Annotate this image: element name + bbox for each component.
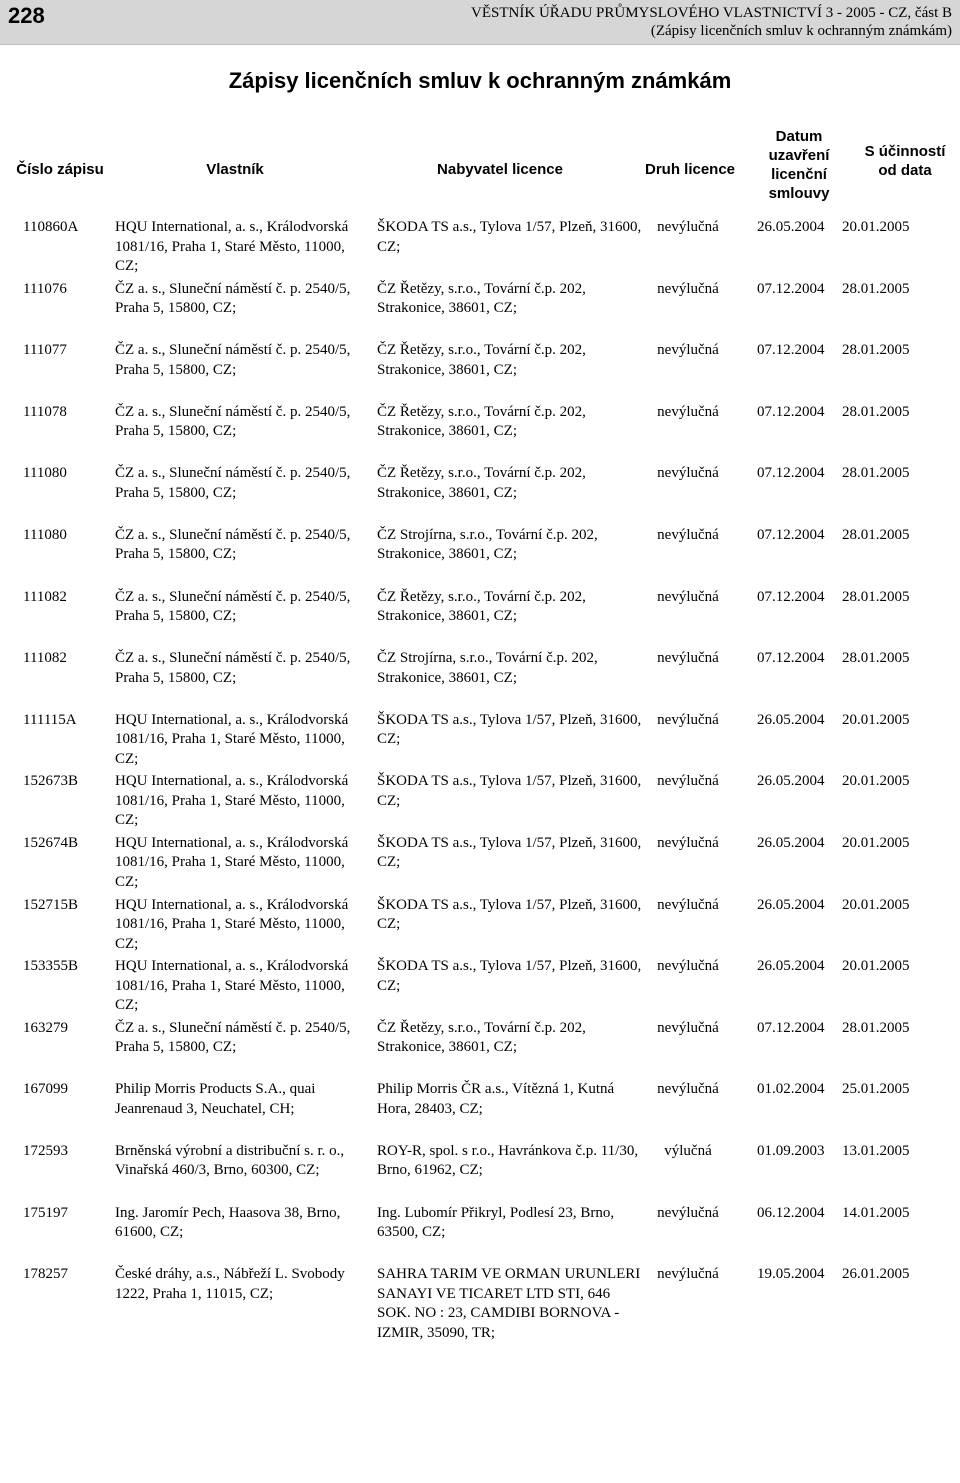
- license-type-cell: nevýlučná: [657, 711, 719, 728]
- owner-cell: ČZ a. s., Sluneční náměstí č. p. 2540/5, Praha 5, 15800, CZ;: [115, 588, 351, 625]
- contract-date-cell: 01.09.2003: [757, 1142, 825, 1159]
- licensee-cell: ČZ Řetězy, s.r.o., Tovární č.p. 202, Strakonice, 38601, CZ;: [377, 1019, 586, 1056]
- licensee-cell: ČZ Řetězy, s.r.o., Tovární č.p. 202, Strakonice, 38601, CZ;: [377, 403, 586, 440]
- licensee-cell: ŠKODA TS a.s., Tylova 1/57, Plzeň, 31600, CZ;: [377, 711, 642, 748]
- licensee-cell: SAHRA TARIM VE ORMAN URUNLERI SANAYI VE TICARET LTD STI, 646 SOK. NO : 23, CAMDIBI BORNOVA - IZMIR, 35090, TR;: [377, 1266, 641, 1341]
- column-header-licensee: Nabyvatel licence: [437, 161, 563, 178]
- license-type-cell: nevýlučná: [657, 1204, 719, 1221]
- licensee-cell: ČZ Strojírna, s.r.o., Tovární č.p. 202, Strakonice, 38601, CZ;: [377, 526, 598, 563]
- effective-date-cell: 28.01.2005: [842, 280, 910, 297]
- table-row: [0, 772, 960, 834]
- column-header-date: Datum uzavření licenční smlouvy: [768, 128, 830, 202]
- licensee-cell: ČZ Řetězy, s.r.o., Tovární č.p. 202, Strakonice, 38601, CZ;: [377, 342, 586, 378]
- entry-number: 111077: [23, 342, 67, 359]
- effective-date-cell: 13.01.2005: [842, 1142, 910, 1159]
- owner-cell: ČZ a. s., Sluneční náměstí č. p. 2540/5, Praha 5, 15800, CZ;: [115, 526, 351, 563]
- entry-number: 152715B: [23, 896, 79, 913]
- effective-date-cell: 20.01.2005: [842, 219, 910, 235]
- table-row: [0, 1142, 960, 1204]
- license-type-cell: nevýlučná: [657, 219, 719, 235]
- table-row: [0, 1019, 960, 1081]
- owner-cell: ČZ a. s., Sluneční náměstí č. p. 2540/5, Praha 5, 15800, CZ;: [115, 403, 351, 440]
- owner-cell: ČZ a. s., Sluneční náměstí č. p. 2540/5, Praha 5, 15800, CZ;: [115, 280, 351, 317]
- licensee-cell: Philip Morris ČR a.s., Vítězná 1, Kutná Hora, 28403, CZ;: [377, 1081, 615, 1117]
- entry-number: 152674B: [23, 834, 79, 851]
- contract-date-cell: 07.12.2004: [757, 342, 825, 359]
- effective-date-cell: 20.01.2005: [842, 773, 910, 790]
- contract-date-cell: 01.02.2004: [757, 1081, 825, 1098]
- entry-number: 111078: [23, 403, 67, 420]
- license-type-cell: nevýlučná: [657, 465, 719, 482]
- effective-date-cell: 25.01.2005: [842, 1081, 910, 1098]
- entry-number: 153355B: [23, 958, 79, 975]
- license-type-cell: nevýlučná: [657, 834, 719, 851]
- contract-date-cell: 07.12.2004: [757, 588, 825, 605]
- owner-cell: HQU International, a. s., Králodvorská 1081/16, Praha 1, Staré Město, 11000, CZ;: [115, 711, 349, 767]
- contract-date-cell: 26.05.2004: [757, 834, 825, 851]
- owner-cell: HQU International, a. s., Králodvorská 1081/16, Praha 1, Staré Město, 11000, CZ;: [115, 958, 349, 1014]
- owner-cell: Brněnská výrobní a distribuční s. r. o., Vinařská 460/3, Brno, 60300, CZ;: [115, 1142, 345, 1179]
- table-row: [0, 834, 960, 896]
- effective-date-cell: 20.01.2005: [842, 834, 910, 851]
- entry-number: 110860A: [23, 219, 79, 235]
- owner-cell: ČZ a. s., Sluneční náměstí č. p. 2540/5, Praha 5, 15800, CZ;: [115, 342, 351, 378]
- journal-header: [471, 4, 952, 40]
- contract-date-cell: 19.05.2004: [757, 1266, 825, 1283]
- entry-number: 172593: [23, 1142, 68, 1159]
- effective-date-cell: 28.01.2005: [842, 588, 910, 605]
- owner-cell: ČZ a. s., Sluneční náměstí č. p. 2540/5, Praha 5, 15800, CZ;: [115, 1019, 351, 1056]
- table-row: [0, 526, 960, 588]
- licensee-cell: ŠKODA TS a.s., Tylova 1/57, Plzeň, 31600, CZ;: [377, 958, 642, 994]
- column-header-number: Číslo zápisu: [16, 161, 104, 178]
- table-row: [0, 218, 960, 280]
- license-type-cell: nevýlučná: [657, 1266, 719, 1283]
- contract-date-cell: 07.12.2004: [757, 465, 825, 482]
- table-row: [0, 896, 960, 958]
- entry-number: 163279: [23, 1019, 68, 1036]
- licensee-cell: ROY-R, spol. s r.o., Havránkova č.p. 11/30, Brno, 61962, CZ;: [377, 1142, 639, 1179]
- entry-number: 111076: [23, 280, 67, 297]
- contract-date-cell: 07.12.2004: [757, 280, 825, 297]
- column-header-effective: S účinností od data: [864, 143, 946, 179]
- effective-date-cell: 28.01.2005: [842, 403, 910, 420]
- entry-number: 111082: [23, 588, 67, 605]
- effective-date-cell: 28.01.2005: [842, 526, 910, 543]
- license-type-cell: nevýlučná: [657, 958, 719, 975]
- table-row: [0, 588, 960, 650]
- effective-date-cell: 28.01.2005: [842, 1019, 910, 1036]
- effective-date-cell: 28.01.2005: [842, 650, 910, 667]
- effective-date-cell: 26.01.2005: [842, 1266, 910, 1283]
- license-type-cell: nevýlučná: [657, 588, 719, 605]
- table-row: [0, 957, 960, 1019]
- owner-cell: HQU International, a. s., Králodvorská 1081/16, Praha 1, Staré Město, 11000, CZ;: [115, 773, 349, 829]
- owner-cell: Philip Morris Products S.A., quai Jeanrenaud 3, Neuchatel, CH;: [115, 1081, 316, 1117]
- licensee-cell: ŠKODA TS a.s., Tylova 1/57, Plzeň, 31600, CZ;: [377, 896, 642, 933]
- table-row: [0, 711, 960, 773]
- contract-date-cell: 26.05.2004: [757, 773, 825, 790]
- license-type-cell: nevýlučná: [657, 1081, 719, 1098]
- contract-date-cell: 07.12.2004: [757, 526, 825, 543]
- entry-number: 167099: [23, 1081, 68, 1098]
- entry-number: 175197: [23, 1204, 68, 1221]
- owner-cell: HQU International, a. s., Králodvorská 1081/16, Praha 1, Staré Město, 11000, CZ;: [115, 219, 349, 274]
- entry-number: 152673B: [23, 773, 79, 790]
- license-type-cell: nevýlučná: [657, 1019, 719, 1036]
- effective-date-cell: 20.01.2005: [842, 958, 910, 975]
- contract-date-cell: 26.05.2004: [757, 896, 825, 913]
- effective-date-cell: 20.01.2005: [842, 896, 910, 913]
- licensee-cell: ŠKODA TS a.s., Tylova 1/57, Plzeň, 31600, CZ;: [377, 834, 642, 871]
- licensee-cell: Ing. Lubomír Přikryl, Podlesí 23, Brno, 63500, CZ;: [377, 1204, 615, 1240]
- table-row: [0, 341, 960, 403]
- contract-date-cell: 07.12.2004: [757, 650, 825, 667]
- table-row: [0, 280, 960, 342]
- license-table: [0, 218, 960, 1357]
- licensee-cell: ŠKODA TS a.s., Tylova 1/57, Plzeň, 31600, CZ;: [377, 219, 642, 255]
- license-type-cell: nevýlučná: [657, 342, 719, 359]
- effective-date-cell: 14.01.2005: [842, 1204, 910, 1221]
- table-row: [0, 464, 960, 526]
- entry-number: 111082: [23, 650, 67, 667]
- effective-date-cell: 28.01.2005: [842, 342, 910, 359]
- owner-cell: ČZ a. s., Sluneční náměstí č. p. 2540/5, Praha 5, 15800, CZ;: [115, 650, 351, 686]
- column-header-type: Druh licence: [644, 161, 736, 178]
- owner-cell: Ing. Jaromír Pech, Haasova 38, Brno, 61600, CZ;: [115, 1204, 341, 1240]
- contract-date-cell: 06.12.2004: [757, 1204, 825, 1221]
- owner-cell: HQU International, a. s., Králodvorská 1081/16, Praha 1, Staré Město, 11000, CZ;: [115, 896, 349, 952]
- license-type-cell: nevýlučná: [657, 526, 719, 543]
- license-type-cell: nevýlučná: [657, 280, 719, 297]
- licensee-cell: ČZ Řetězy, s.r.o., Tovární č.p. 202, Strakonice, 38601, CZ;: [377, 465, 586, 501]
- page-title: Zápisy licenčních smluv k ochranným známkám: [228, 68, 732, 93]
- table-row: [0, 1080, 960, 1142]
- entry-number: 111080: [23, 465, 67, 482]
- entry-number: 111115A: [23, 711, 77, 728]
- license-type-cell: nevýlučná: [657, 650, 719, 667]
- effective-date-cell: 20.01.2005: [842, 711, 910, 728]
- page-number: 228: [8, 3, 45, 28]
- owner-cell: ČZ a. s., Sluneční náměstí č. p. 2540/5, Praha 5, 15800, CZ;: [115, 465, 351, 501]
- contract-date-cell: 26.05.2004: [757, 958, 825, 975]
- table-row: [0, 1265, 960, 1357]
- licensee-cell: ČZ Řetězy, s.r.o., Tovární č.p. 202, Strakonice, 38601, CZ;: [377, 280, 586, 317]
- licensee-cell: ŠKODA TS a.s., Tylova 1/57, Plzeň, 31600, CZ;: [377, 773, 642, 809]
- licensee-cell: ČZ Řetězy, s.r.o., Tovární č.p. 202, Strakonice, 38601, CZ;: [377, 588, 586, 625]
- column-header-owner: Vlastník: [206, 161, 264, 178]
- owner-cell: České dráhy, a.s., Nábřeží L. Svobody 1222, Praha 1, 11015, CZ;: [115, 1266, 345, 1302]
- effective-date-cell: 28.01.2005: [842, 465, 910, 482]
- journal-section: (Zápisy licenčních smluv k ochranným známkám): [650, 23, 952, 39]
- contract-date-cell: 07.12.2004: [757, 1019, 825, 1036]
- license-type-cell: nevýlučná: [657, 403, 719, 420]
- contract-date-cell: 26.05.2004: [757, 219, 825, 235]
- page-header-bar: [0, 0, 960, 45]
- table-row: [0, 1204, 960, 1266]
- table-row: [0, 403, 960, 465]
- license-type-cell: nevýlučná: [657, 773, 719, 790]
- license-type-cell: nevýlučná: [657, 896, 719, 913]
- table-row: [0, 649, 960, 711]
- journal-title: VĚSTNÍK ÚŘADU PRŮMYSLOVÉHO VLASTNICTVÍ 3 - 2005 - CZ, část B: [471, 5, 952, 21]
- owner-cell: HQU International, a. s., Králodvorská 1081/16, Praha 1, Staré Město, 11000, CZ;: [115, 834, 349, 890]
- license-type-cell: výlučná: [664, 1142, 712, 1159]
- entry-number: 178257: [23, 1266, 68, 1283]
- contract-date-cell: 26.05.2004: [757, 711, 825, 728]
- contract-date-cell: 07.12.2004: [757, 403, 825, 420]
- licensee-cell: ČZ Strojírna, s.r.o., Tovární č.p. 202, Strakonice, 38601, CZ;: [377, 650, 598, 686]
- entry-number: 111080: [23, 526, 67, 543]
